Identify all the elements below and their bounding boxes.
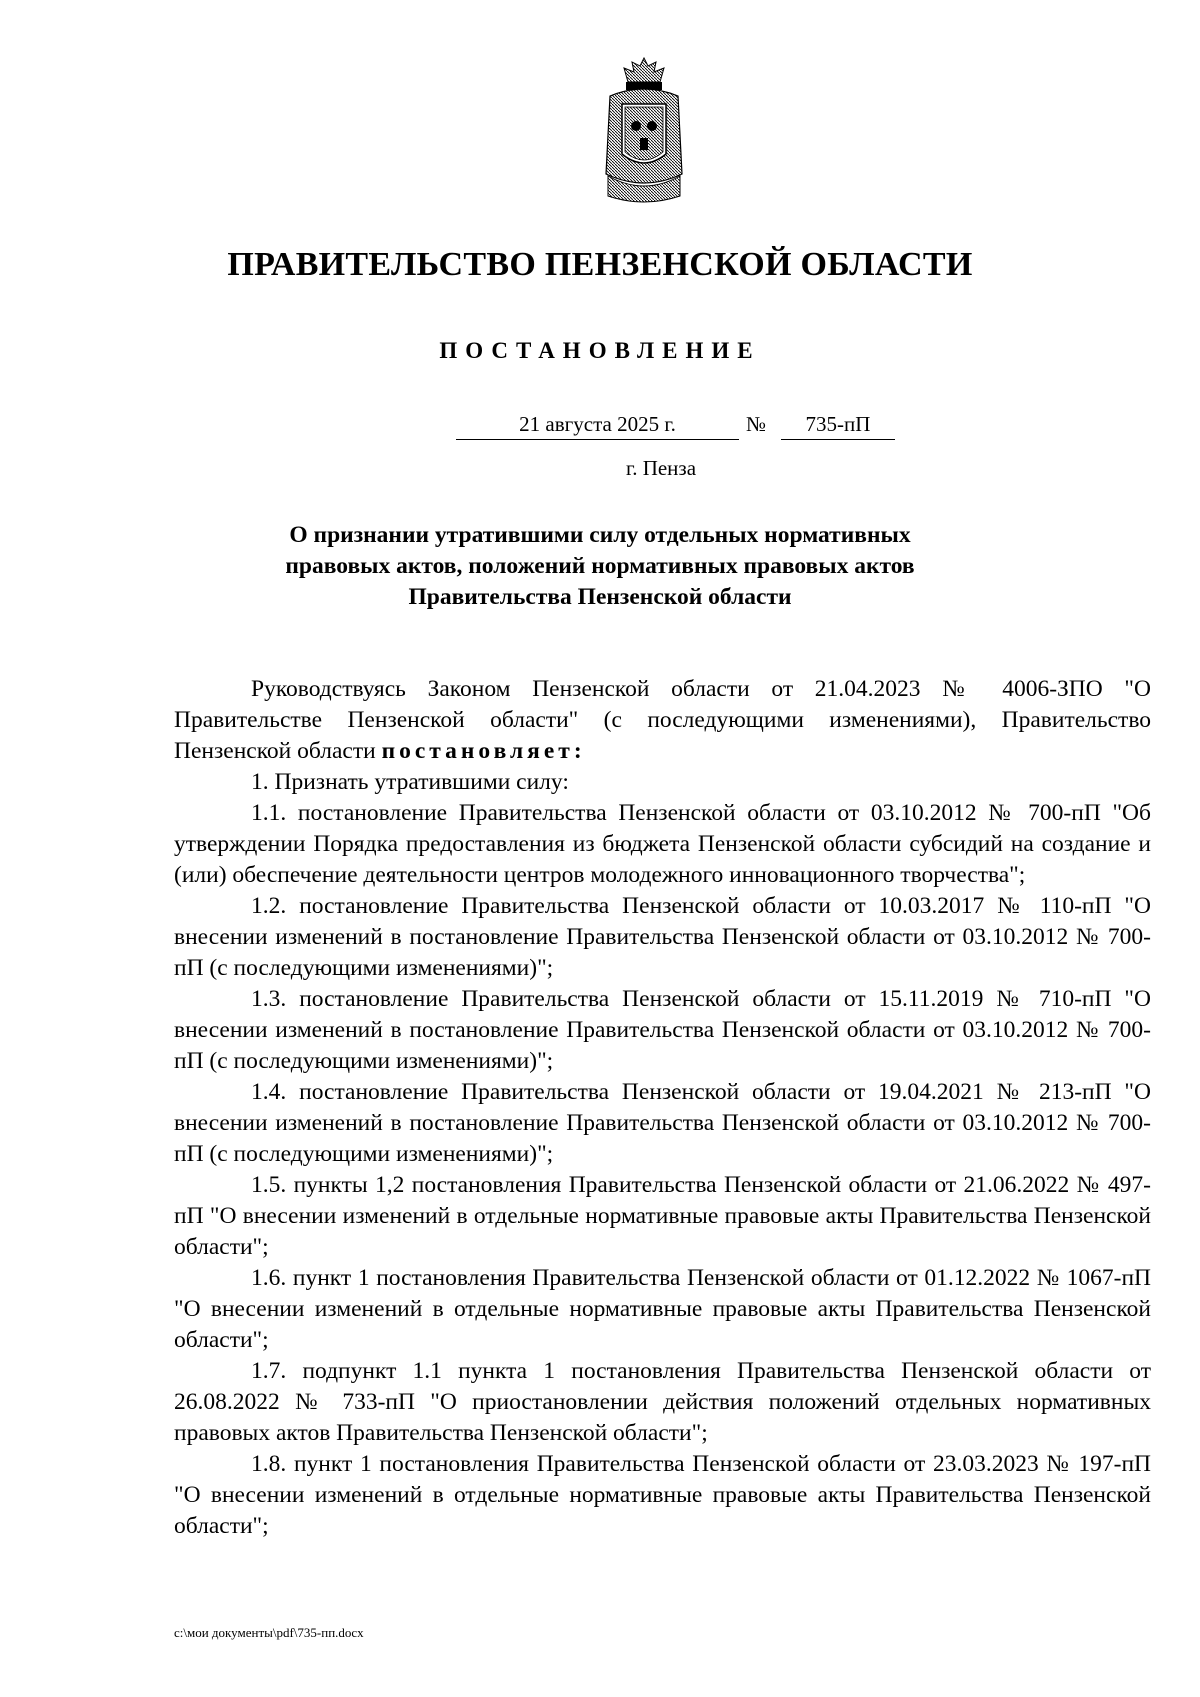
- government-title: ПРАВИТЕЛЬСТВО ПЕНЗЕНСКОЙ ОБЛАСТИ: [227, 246, 973, 283]
- subitem-paragraph: 1.3. постановление Правительства Пензенской области от 15.11.2019 № 710-пП "О внесении изменений в постановление Правительства Пензенской области от 03.10.2012 № 700-пП (с последующими изменениями)";: [174, 986, 1151, 1074]
- preamble-paragraph: [174, 674, 1151, 767]
- number-sign: №: [746, 412, 767, 436]
- document-subject: [0, 520, 1200, 613]
- subject-line: правовых актов, положений нормативных правовых актов: [285, 553, 915, 579]
- subitem-paragraph: 1.8. пункт 1 постановления Правительства Пензенской области от 23.03.2023 № 197-пП "О внесении изменений в отдельные нормативные правовые акты Правительства Пензенской области";: [174, 1451, 1151, 1539]
- subject-line: Правительства Пензенской области: [408, 584, 792, 610]
- document-number: 735-пП: [781, 411, 895, 440]
- document-type: ПОСТАНОВЛЕНИЕ: [439, 338, 761, 363]
- preamble-emphasis: постановляет:: [381, 738, 586, 764]
- subitem-paragraph: 1.1. постановление Правительства Пензенской области от 03.10.2012 № 700-пП "Об утверждении Порядка предоставления из бюджета Пензенской области субсидий на создание и (или) обеспечение деятельности центров молодежного инновационного творчества";: [174, 800, 1151, 888]
- subitem-paragraph: 1.5. пункты 1,2 постановления Правительства Пензенской области от 21.06.2022 № 497-пП "О внесении изменений в отдельные нормативные правовые акты Правительства Пензенской области";: [174, 1172, 1151, 1260]
- subitem-paragraph: 1.6. пункт 1 постановления Правительства Пензенской области от 01.12.2022 № 1067-пП "О внесении изменений в отдельные нормативные правовые акты Правительства Пензенской области";: [174, 1265, 1151, 1353]
- file-path-footer: c:\мои документы\pdf\735-пп.docx: [174, 1625, 364, 1640]
- subitem-paragraph: 1.2. постановление Правительства Пензенской области от 10.03.2017 № 110-пП "О внесении изменений в постановление Правительства Пензенской области от 03.10.2012 № 700-пП (с последующими изменениями)";: [174, 893, 1151, 981]
- subitem-paragraph: 1.7. подпункт 1.1 пункта 1 постановления Правительства Пензенской области от 26.08.2022 № 733-пП "О приостановлении действия положений отдельных нормативных правовых актов Правительства Пензенской области";: [174, 1358, 1151, 1446]
- document-city: г. Пенза: [625, 456, 697, 480]
- document-date: 21 августа 2025 г.: [456, 411, 739, 440]
- document-body: [174, 674, 1151, 1542]
- subitem-paragraph: 1.4. постановление Правительства Пензенской области от 19.04.2021 № 213-пП "О внесении изменений в постановление Правительства Пензенской области от 03.10.2012 № 700-пП (с последующими изменениями)";: [174, 1079, 1151, 1167]
- preamble-text: Руководствуясь Законом Пензенской области от 21.04.2023 № 4006-ЗПО "О Правительстве Пензенской области" (с последующими изменениями), Правительство Пензенской области: [174, 676, 1151, 764]
- subject-line: О признании утратившими силу отдельных нормативных: [289, 522, 911, 548]
- coat-of-arms-emblem: [600, 56, 688, 206]
- item-paragraph: 1. Признать утратившими силу:: [251, 769, 569, 795]
